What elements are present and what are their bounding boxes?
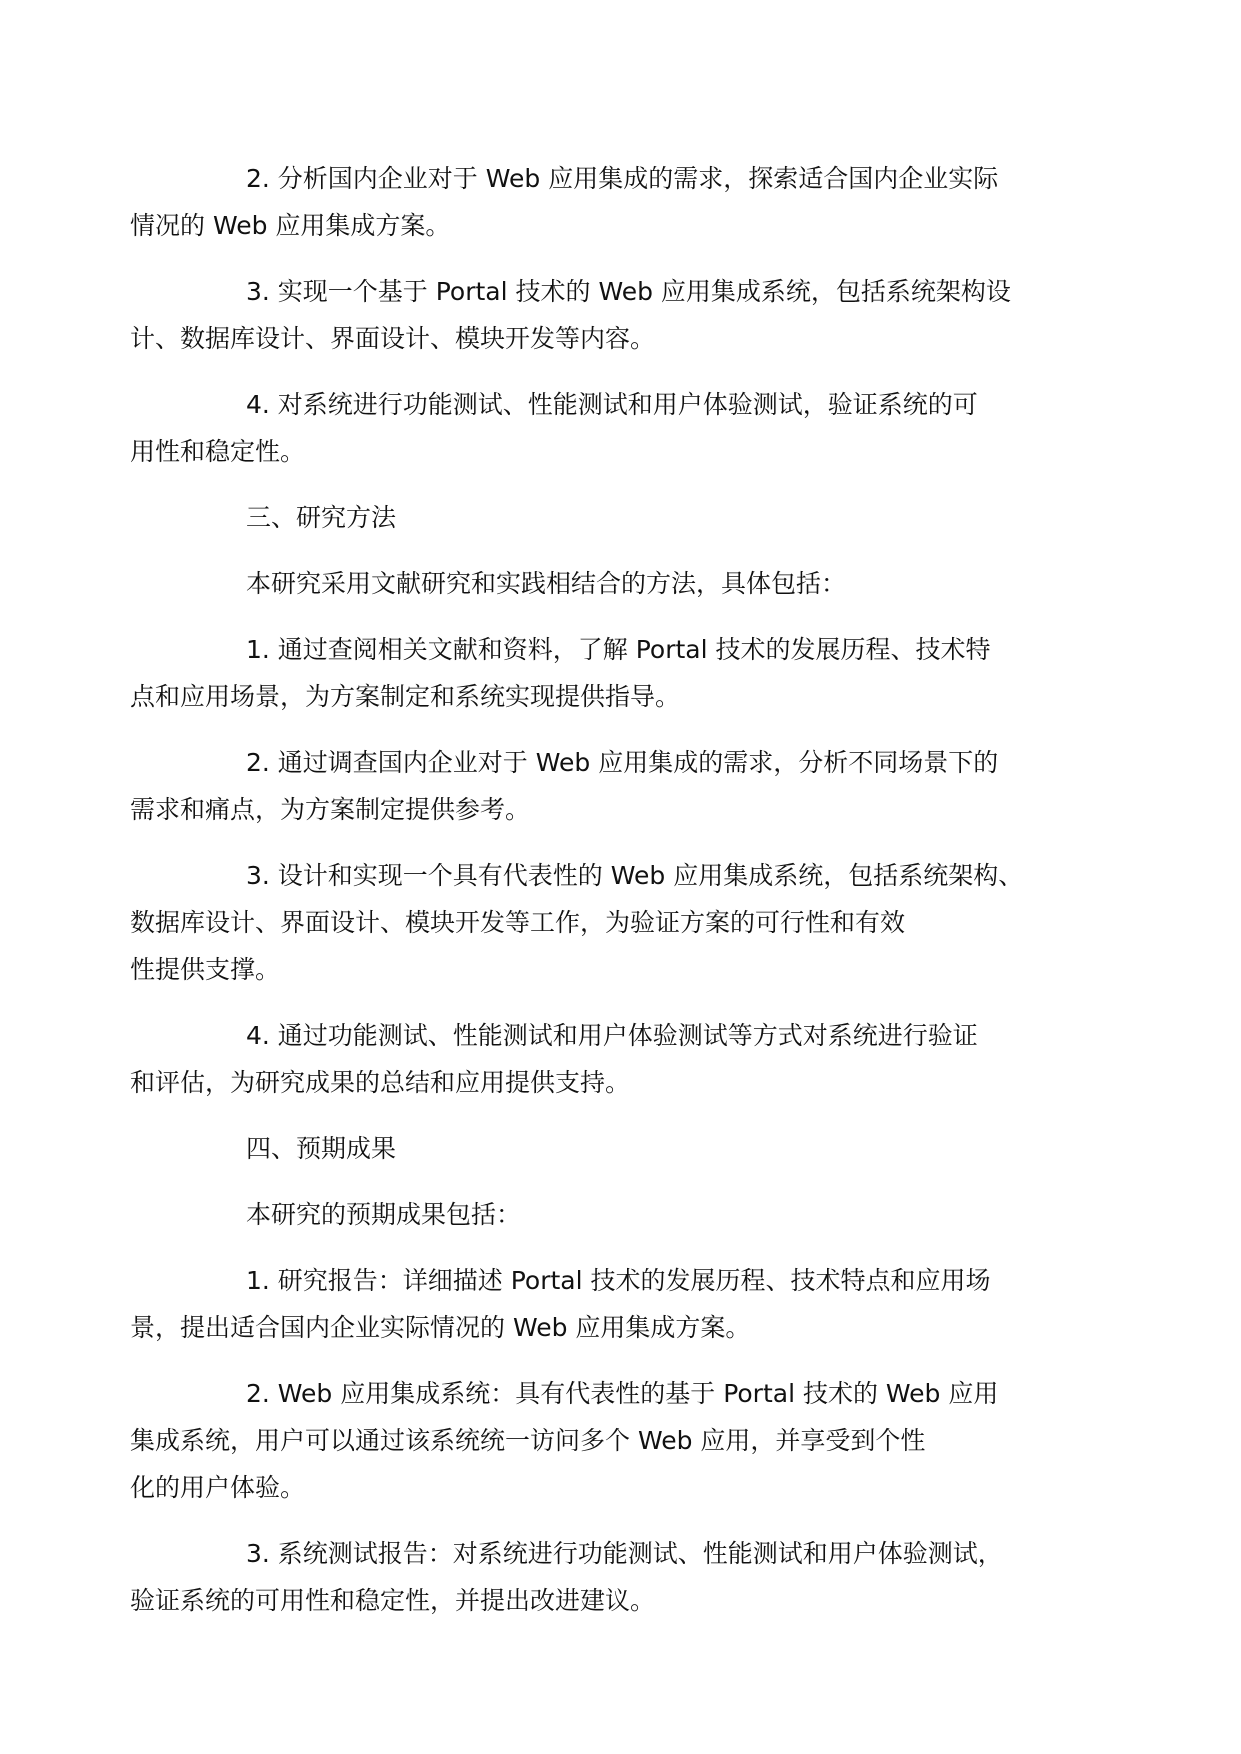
heading-text: 四、预期成果	[246, 1134, 397, 1163]
text-line: 2. 通过调查国内企业对于 Web 应用集成的需求，分析不同场景下的	[246, 748, 999, 777]
text-line: 化的用户体验。	[130, 1473, 306, 1502]
paragraph-objective-4	[130, 381, 1083, 475]
text-line: 情况的 Web 应用集成方案。	[130, 211, 451, 240]
text-line: 用性和稳定性。	[130, 437, 306, 466]
paragraph-result-2	[130, 1370, 1083, 1511]
paragraph-result-1	[130, 1257, 1083, 1351]
section-heading-results	[188, 1125, 1083, 1172]
text-line: 1. 研究报告：详细描述 Portal 技术的发展历程、技术特点和应用场	[246, 1266, 991, 1295]
text-line: 和评估，为研究成果的总结和应用提供支持。	[130, 1068, 631, 1097]
text-line: 3. 设计和实现一个具有代表性的 Web 应用集成系统，包括系统架构、	[246, 861, 1024, 890]
paragraph-results-intro	[188, 1191, 1083, 1238]
text-line: 集成系统，用户可以通过该系统统一访问多个 Web 应用，并享受到个性	[130, 1426, 926, 1455]
text-line: 2. Web 应用集成系统：具有代表性的基于 Portal 技术的 Web 应用	[246, 1379, 999, 1408]
text-line: 1. 通过查阅相关文献和资料，了解 Portal 技术的发展历程、技术特	[246, 635, 991, 664]
text-line: 性提供支撑。	[130, 955, 281, 984]
text-line: 计、数据库设计、界面设计、模块开发等内容。	[130, 324, 656, 353]
document-body	[130, 155, 1083, 1643]
paragraph-objective-2	[130, 155, 1083, 249]
section-heading-methods	[188, 494, 1083, 541]
paragraph-method-4	[130, 1012, 1083, 1106]
paragraph-method-3	[130, 852, 1083, 993]
paragraph-method-1	[130, 626, 1083, 720]
paragraph-objective-3	[130, 268, 1083, 362]
text-line: 4. 对系统进行功能测试、性能测试和用户体验测试，验证系统的可	[246, 390, 978, 419]
text-line: 点和应用场景，为方案制定和系统实现提供指导。	[130, 682, 681, 711]
text-line: 2. 分析国内企业对于 Web 应用集成的需求，探索适合国内企业实际	[246, 164, 999, 193]
text-line: 4. 通过功能测试、性能测试和用户体验测试等方式对系统进行验证	[246, 1021, 978, 1050]
text-line: 需求和痛点，为方案制定提供参考。	[130, 795, 531, 824]
heading-text: 三、研究方法	[246, 503, 397, 532]
text-line: 本研究采用文献研究和实践相结合的方法，具体包括：	[246, 569, 847, 598]
paragraph-result-3	[130, 1530, 1083, 1624]
text-line: 3. 系统测试报告：对系统进行功能测试、性能测试和用户体验测试，	[246, 1539, 1003, 1568]
paragraph-methods-intro	[188, 560, 1083, 607]
text-line: 验证系统的可用性和稳定性，并提出改进建议。	[130, 1586, 656, 1615]
paragraph-method-2	[130, 739, 1083, 833]
text-line: 景，提出适合国内企业实际情况的 Web 应用集成方案。	[130, 1313, 751, 1342]
text-line: 本研究的预期成果包括：	[246, 1200, 522, 1229]
text-line: 3. 实现一个基于 Portal 技术的 Web 应用集成系统，包括系统架构设	[246, 277, 1011, 306]
text-line: 数据库设计、界面设计、模块开发等工作，为验证方案的可行性和有效	[130, 908, 906, 937]
